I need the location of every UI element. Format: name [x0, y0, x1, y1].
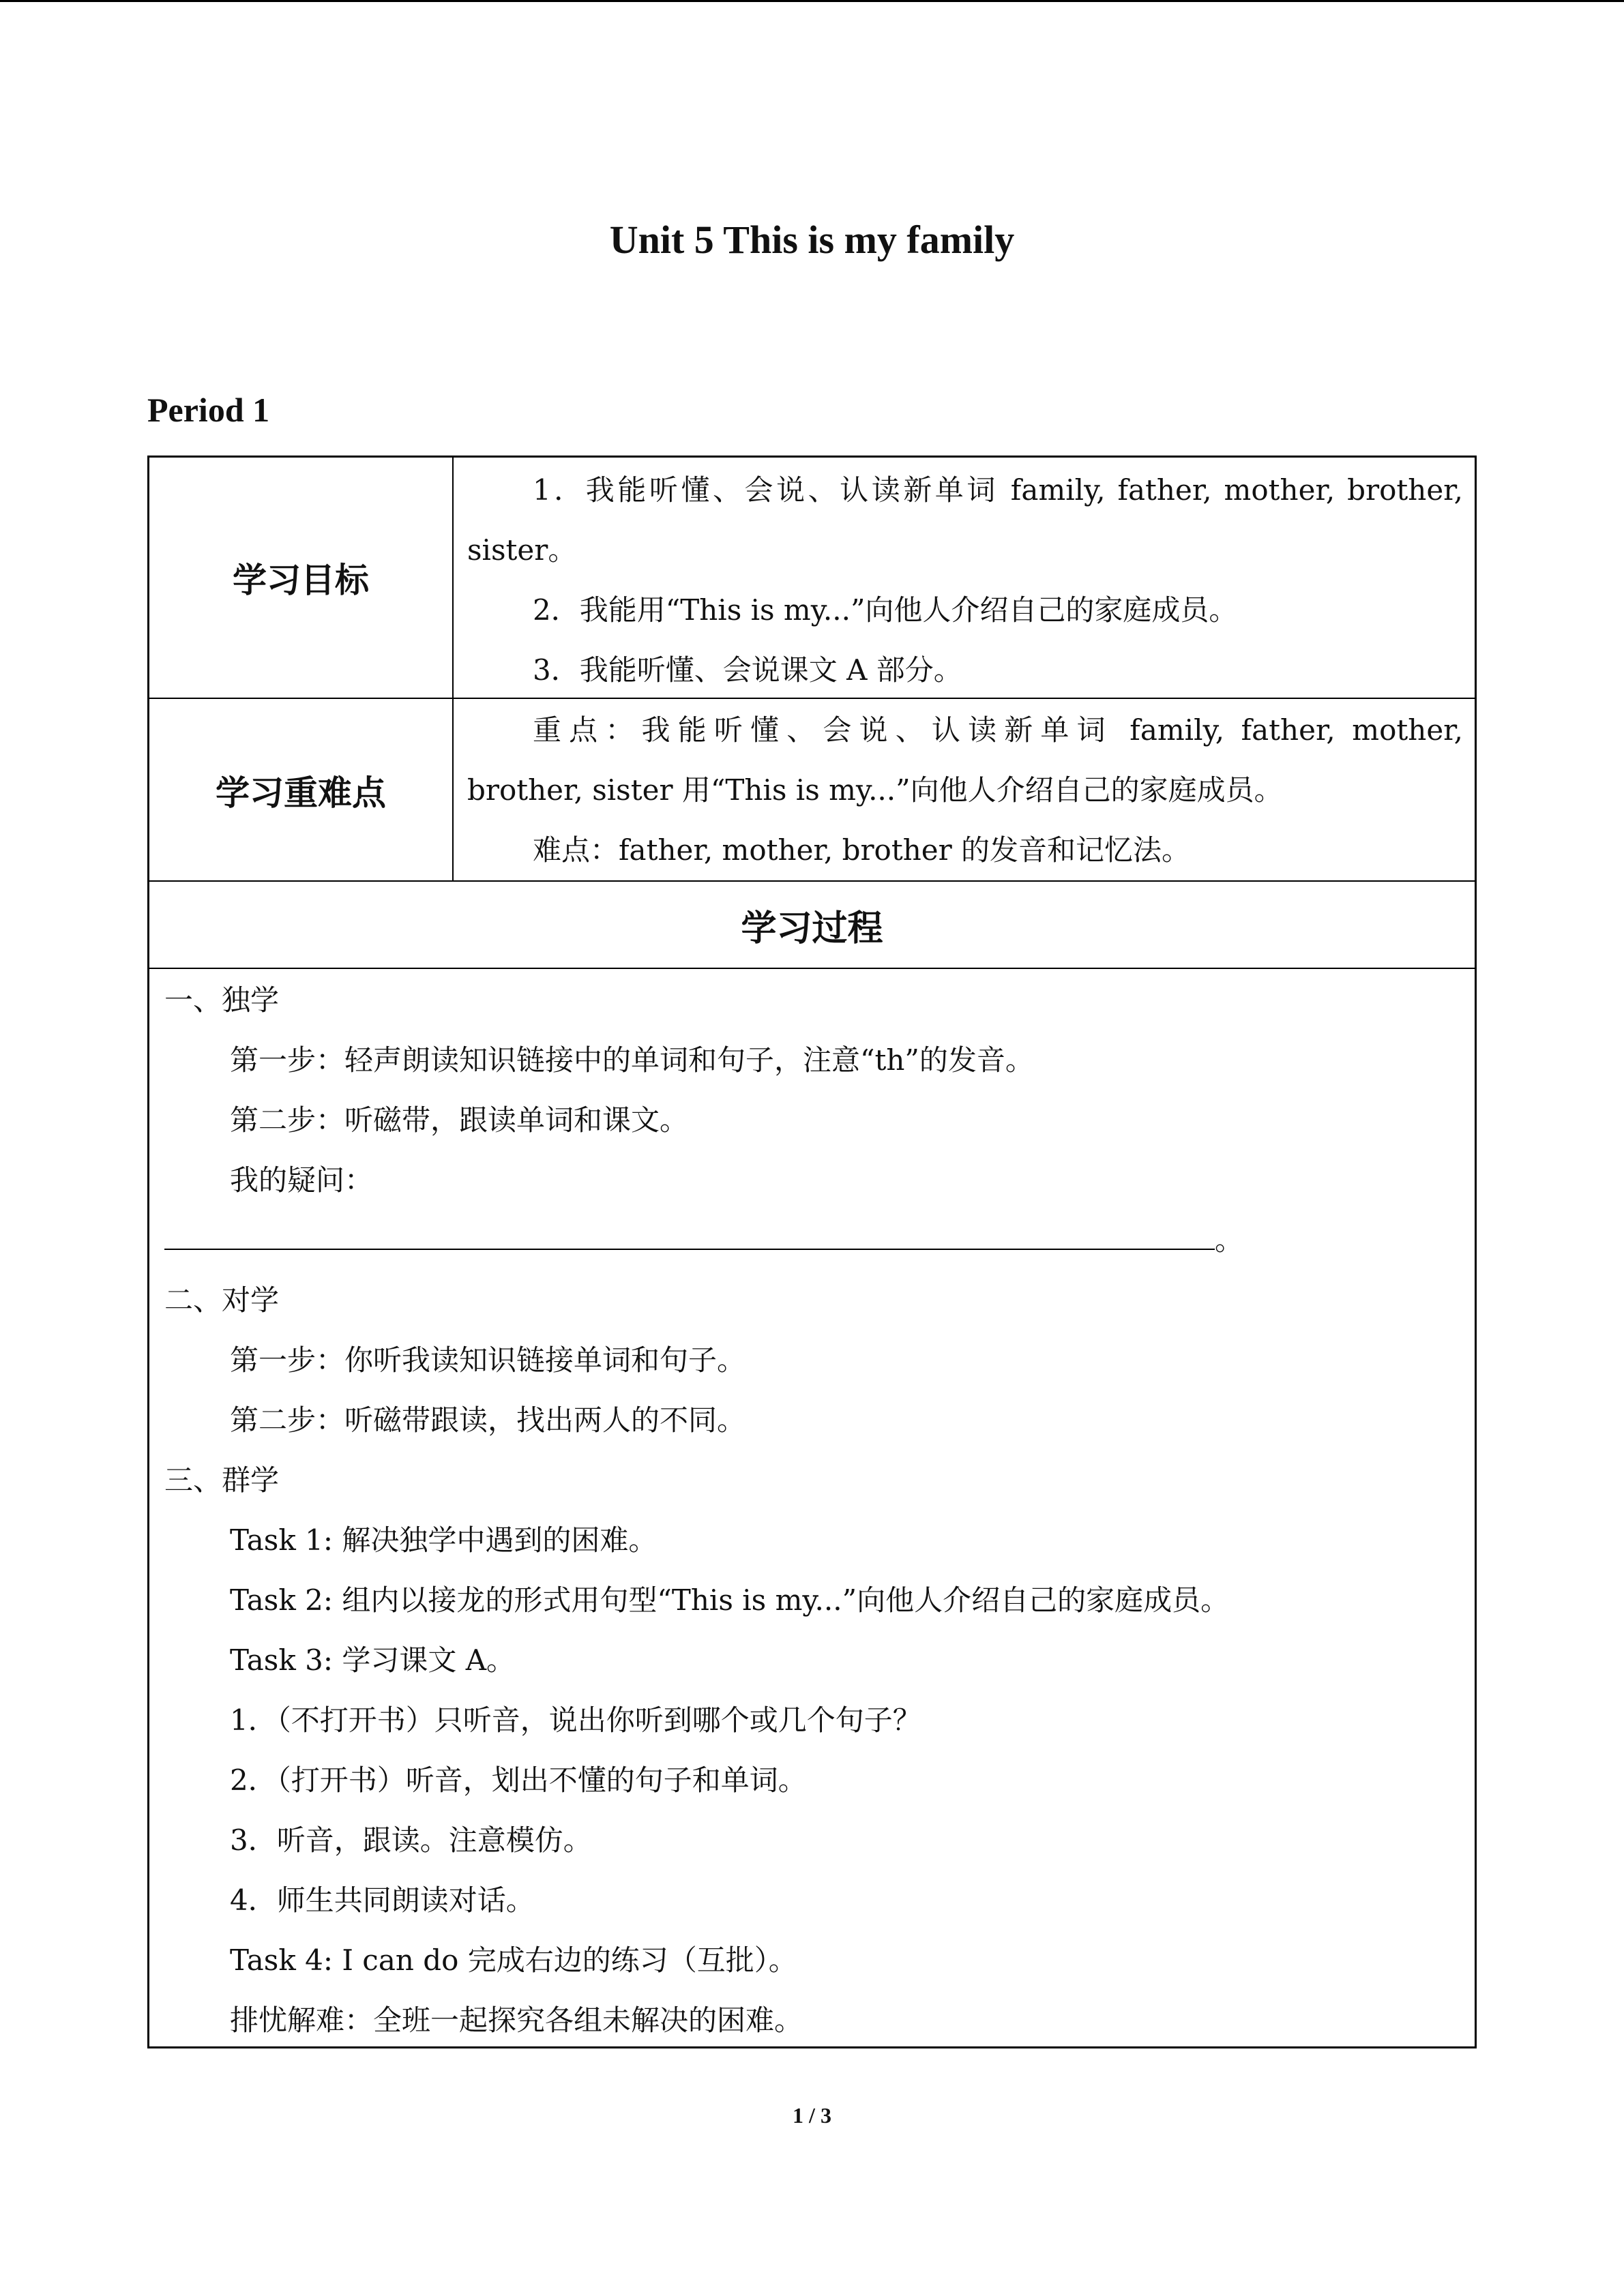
question-blank: 。: [164, 1210, 1460, 1270]
goal-item: sister。: [467, 533, 577, 567]
goal-item: 1．我能听懂、会说、认读新单词 family, father, mother, brother,: [533, 473, 1463, 507]
step-text: 第一步：你听我读知识链接单词和句子。: [230, 1343, 746, 1377]
task-text: Task 2: 组内以接龙的形式用句型“This is my...”向他人介绍自己的家庭成员。: [230, 1583, 1230, 1617]
keypoints-content: [467, 700, 1463, 880]
period-heading: Period 1: [147, 391, 270, 429]
section-title: 三、群学: [164, 1463, 280, 1497]
task-step: 1．（不打开书）只听音，说出你听到哪个或几个句子？: [230, 1703, 921, 1737]
keypoints-label: 学习重难点: [216, 773, 386, 813]
column-divider: [452, 458, 454, 880]
step-text: 第一步：轻声朗读知识链接中的单词和句子，注意“th”的发音。: [230, 1043, 1034, 1077]
top-border: [0, 0, 1624, 2]
task-text: 排忧解难：全班一起探究各组未解决的困难。: [230, 2003, 803, 2037]
task-step: 4．师生共同朗读对话。: [230, 1883, 535, 1917]
process-content: [164, 970, 1460, 2051]
section-title: 一、独学: [164, 983, 280, 1017]
row-divider: [149, 880, 1475, 882]
process-heading: 学习过程: [741, 908, 883, 949]
step-text: 第二步：听磁带跟读，找出两人的不同。: [230, 1403, 746, 1437]
goals-label: 学习目标: [233, 561, 369, 600]
section-title: 二、对学: [164, 1283, 280, 1317]
task-step: 2．（打开书）听音，划出不懂的句子和单词。: [230, 1763, 807, 1797]
step-text: 第二步：听磁带，跟读单词和课文。: [230, 1103, 689, 1137]
task-text: Task 1: 解决独学中遇到的困难。: [230, 1523, 658, 1557]
row-divider: [149, 968, 1475, 969]
goal-item: 3．我能听懂、会说课文 A 部分。: [533, 653, 962, 687]
lesson-table: [147, 456, 1477, 2048]
task-text: Task 4: I can do 完成右边的练习（互批）。: [230, 1943, 797, 1977]
task-text: Task 3: 学习课文 A。: [230, 1643, 516, 1677]
task-step: 3．听音，跟读。注意模仿。: [230, 1823, 592, 1857]
keypoint-item: brother, sister 用“This is my...”向他人介绍自己的家庭成员。: [467, 773, 1283, 807]
keypoint-item: 重点：我能听懂、会说、认读新单词 family, father, mother,: [533, 713, 1463, 747]
question-label: 我的疑问：: [230, 1163, 374, 1197]
page-number: 1 / 3: [793, 2103, 831, 2128]
answer-blank-line[interactable]: [164, 1213, 1215, 1250]
page-title: Unit 5 This is my family: [609, 218, 1015, 262]
keypoint-item: 难点：father, mother, brother 的发音和记忆法。: [533, 833, 1191, 867]
goal-item: 2．我能用“This is my...”向他人介绍自己的家庭成员。: [533, 593, 1238, 627]
goals-content: [467, 460, 1463, 700]
